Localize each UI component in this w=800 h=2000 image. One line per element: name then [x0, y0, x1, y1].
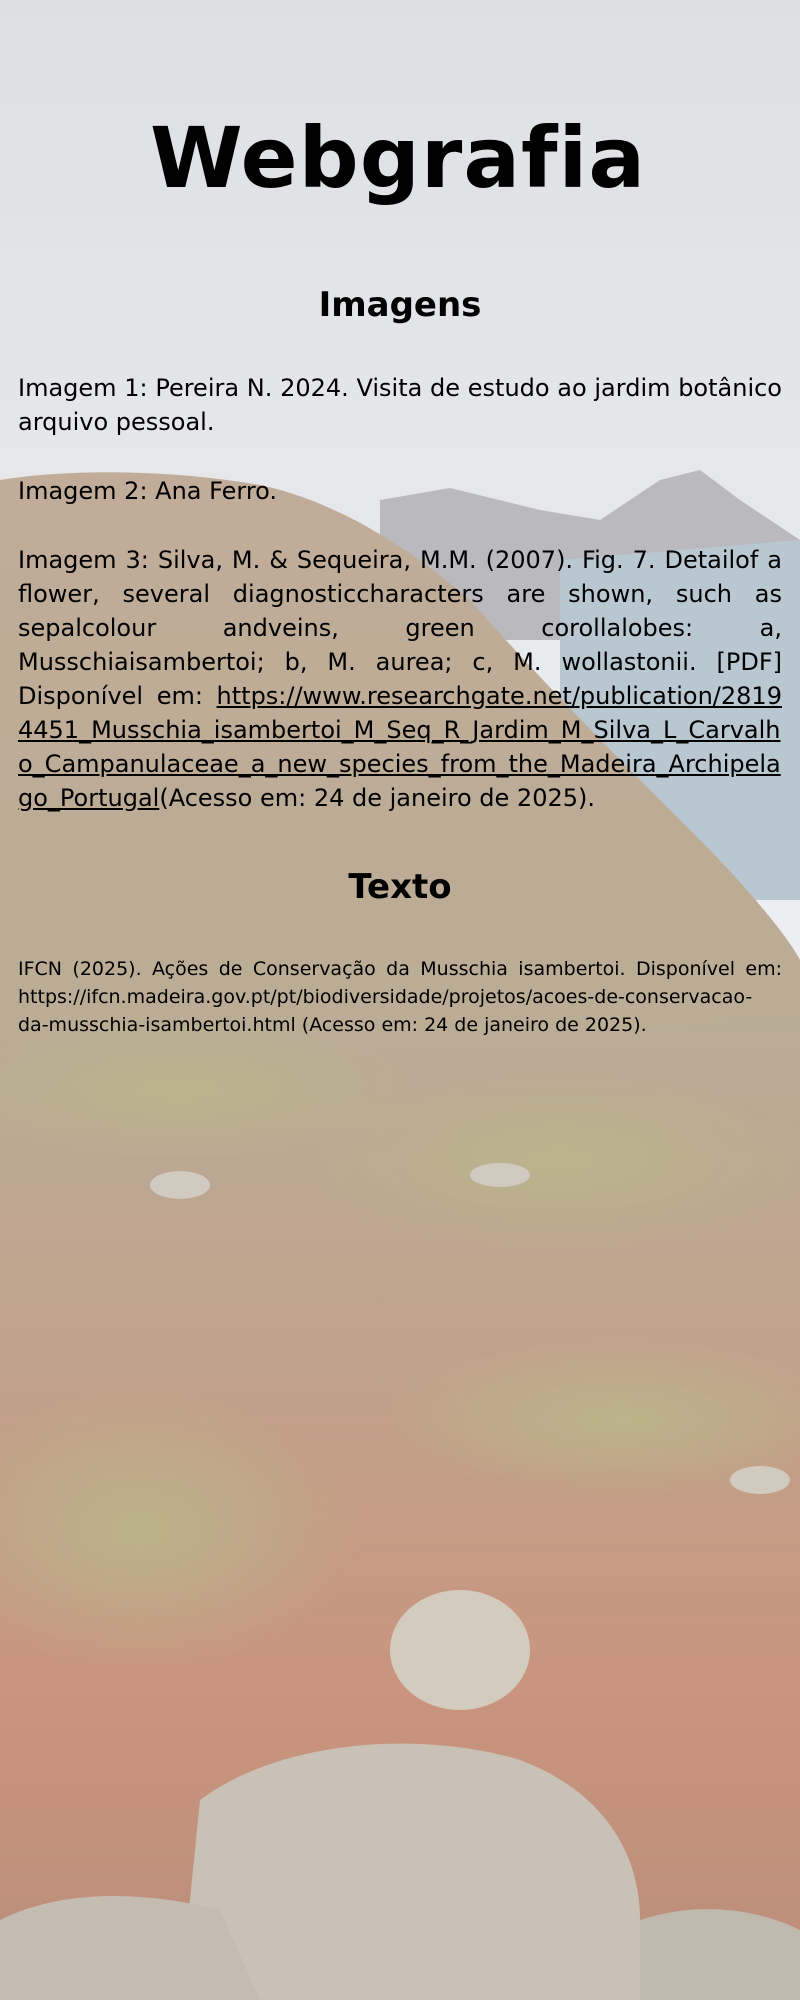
text-reference-1: IFCN (2025). Ações de Conservação da Musschia isambertoi. Disponível em: https://ifcn.madeira.gov.pt/pt/biodiversidade/projetos/acoes-de-conservacao-da-musschia-isambertoi.html (Acesso em: 24 de janeiro de 2025). — [18, 958, 782, 1037]
image-reference-3-access: (Acesso em: 24 de janeiro de 2025). — [159, 783, 595, 812]
section-heading-texto: Texto — [348, 866, 452, 907]
image-reference-2: Imagem 2: Ana Ferro. — [18, 476, 278, 505]
image-reference-3-text: Imagem 3: Silva, M. & Sequeira, M.M. (2007). Fig. 7. Detailof a flower, several diagnosticcharacters are shown, such as sepalcolour andveins, green corollalobes: a, Musschiaisambertoi; b, M. aurea; c, M. wollastonii. [PDF] Disponível em: — [18, 545, 782, 710]
image-reference-3 — [18, 543, 782, 815]
researchgate-link[interactable]: https://www.researchgate.net/publication/28194451_Musschia_isambertoi_M_Seq_R_Jardim_M_Silva_L_Carvalho_Campanulaceae_a_new_species_from_the_Madeira_Archipelago_Portugal — [18, 681, 782, 812]
image-reference-1: Imagem 1: Pereira N. 2024. Visita de estudo ao jardim botânico arquivo pessoal. — [18, 373, 782, 436]
section-heading-imagens: Imagens — [318, 284, 482, 325]
page-title: Webgrafia — [150, 109, 647, 207]
